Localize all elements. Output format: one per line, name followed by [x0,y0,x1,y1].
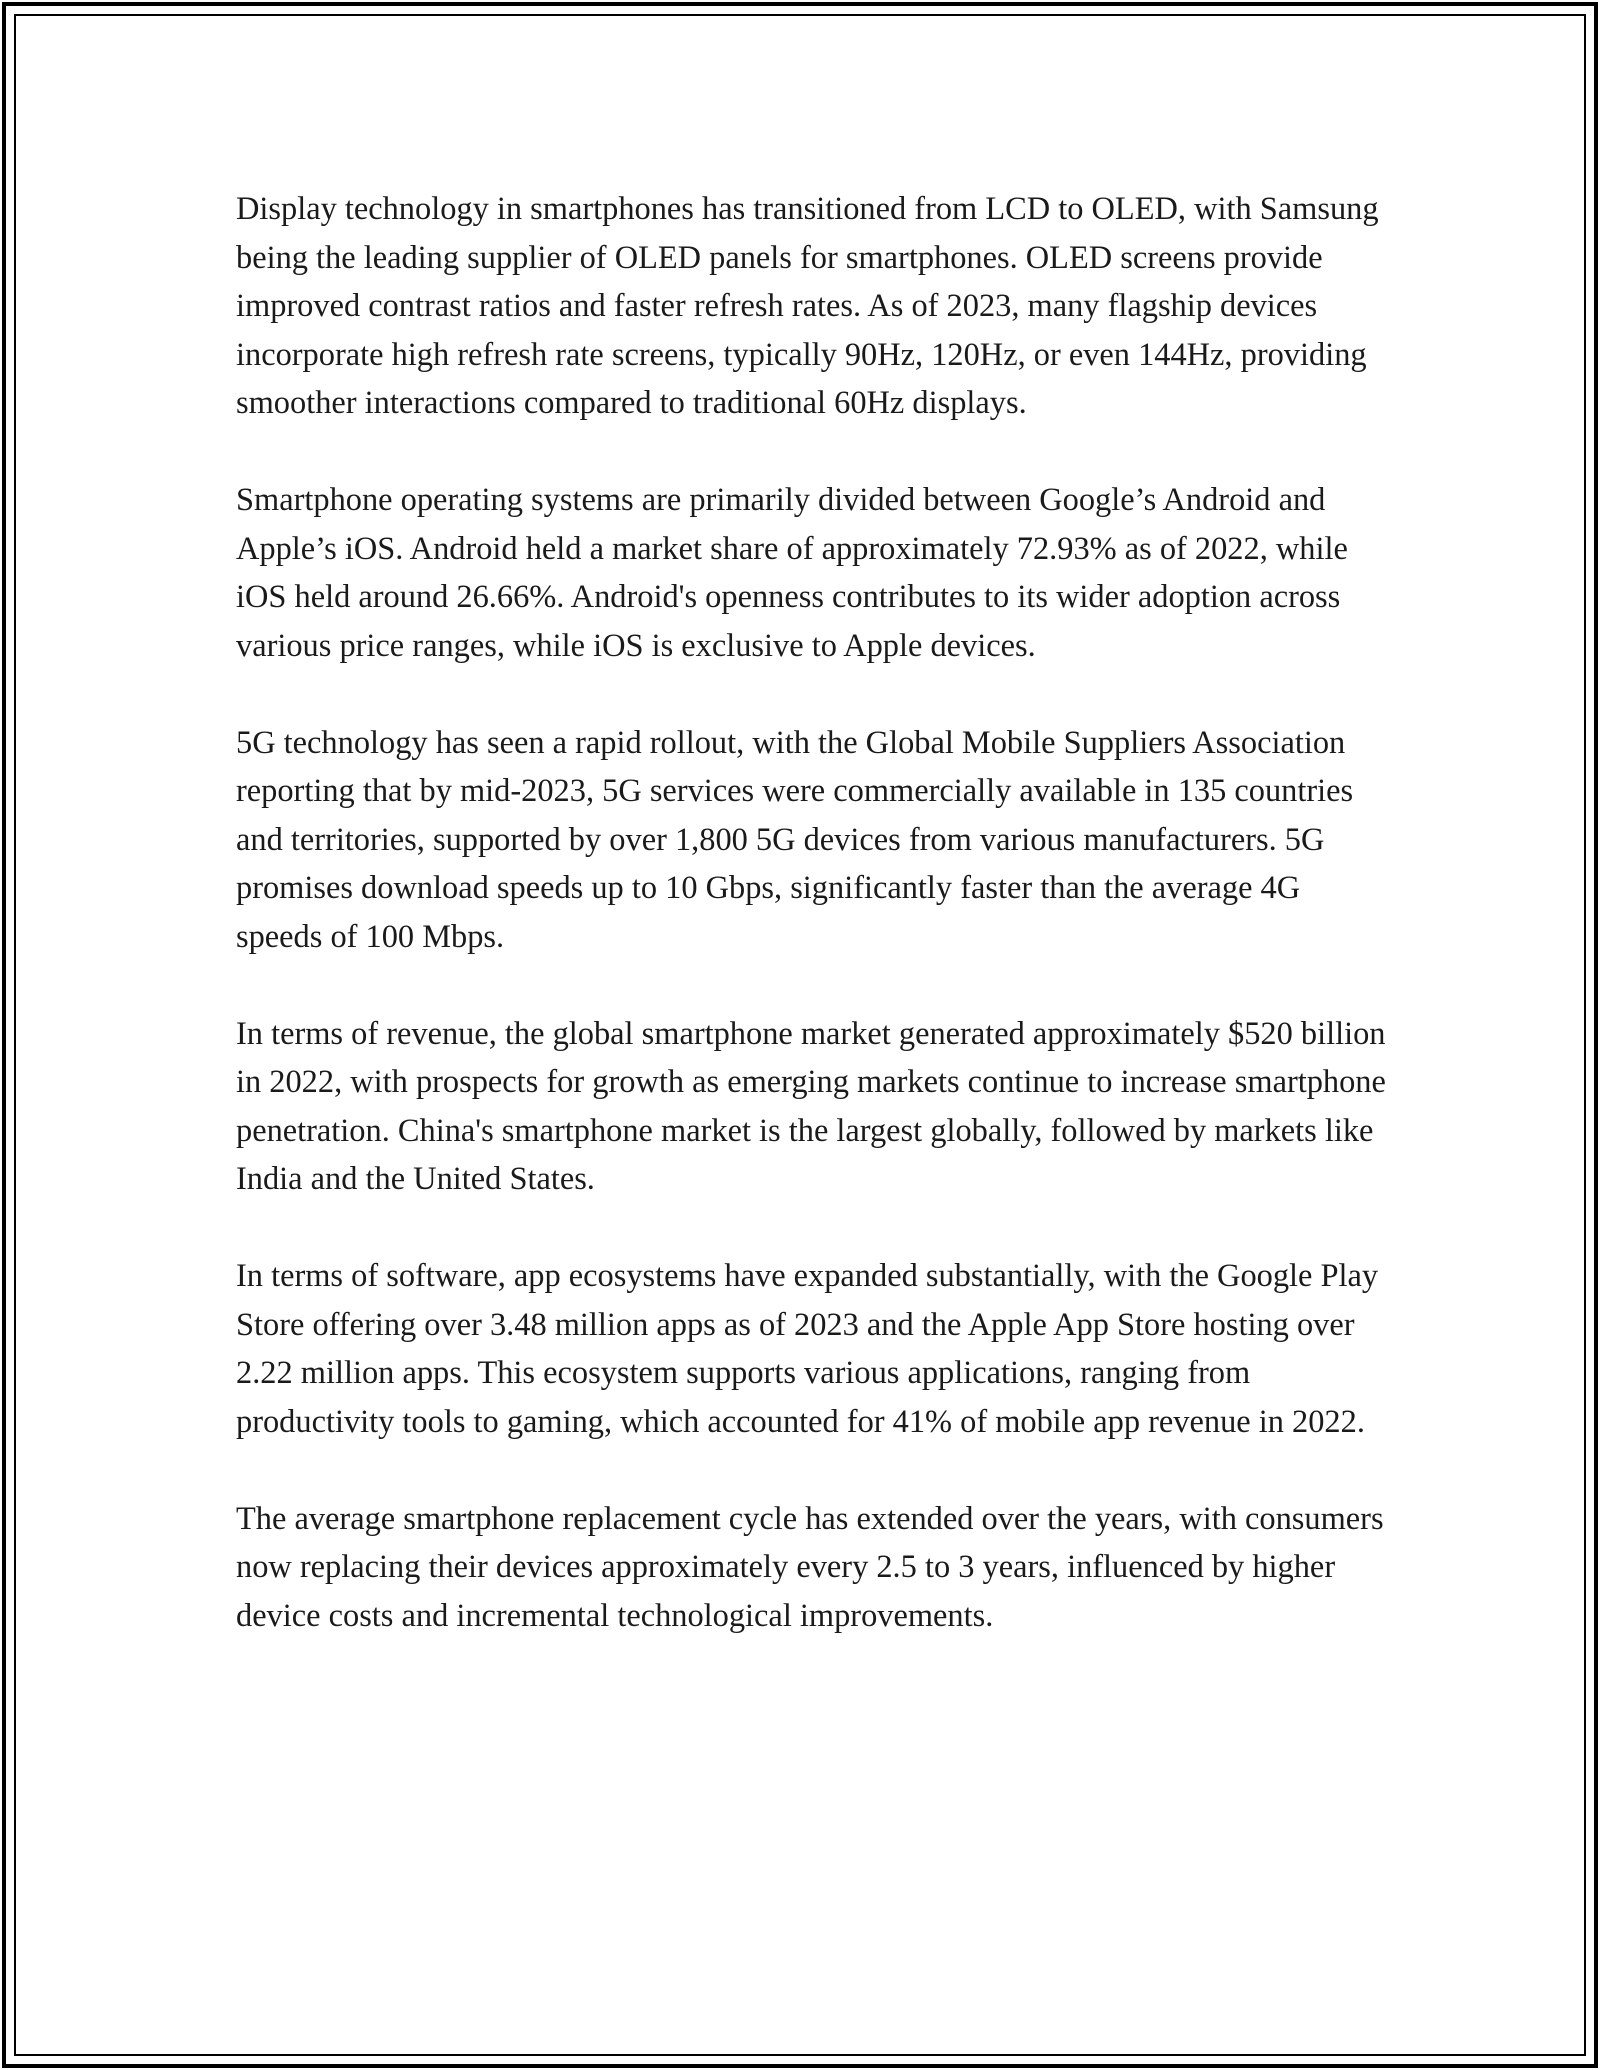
paragraph-operating-systems: Smartphone operating systems are primarily divided between Google’s Android and Apple’s iOS. Android held a market share of approximately 72.93% as of 2022, while iOS held around 26.66%. Android's openness contributes to its wider adoption across various price ranges, while iOS is exclusive to Apple devices. [236,482,1348,664]
paragraph-display-technology: Display technology in smartphones has transitioned from LCD to OLED, with Samsung being the leading supplier of OLED panels for smartphones. OLED screens provide improved contrast ratios and faster refresh rates. As of 2023, many flagship devices incorporate high refresh rate screens, typically 90Hz, 120Hz, or even 144Hz, providing smoother interactions compared to traditional 60Hz displays. [236,191,1379,421]
paragraph-replacement-cycle: The average smartphone replacement cycle has extended over the years, with consumers now replacing their devices approximately every 2.5 to 3 years, influenced by higher device costs and incremental technological improvements. [236,1500,1384,1634]
paragraph-app-ecosystems: In terms of software, app ecosystems have expanded substantially, with the Google Play Store offering over 3.48 million apps as of 2023 and the Apple App Store hosting over 2.22 million apps. This ecosystem supports various applications, ranging from productivity tools to gaming, which accounted for 41% of mobile app revenue in 2022. [236,1258,1379,1440]
paragraph-5g-technology: 5G technology has seen a rapid rollout, with the Global Mobile Suppliers Association reporting that by mid-2023, 5G services were commercially available in 135 countries and territories, supported by over 1,800 5G devices from various manufacturers. 5G promises download speeds up to 10 Gbps, significantly faster than the average 4G speeds of 100 Mbps. [236,724,1354,955]
document-body [236,185,1386,1689]
paragraph-revenue: In terms of revenue, the global smartphone market generated approximately $520 billion in 2022, with prospects for growth as emerging markets continue to increase smartphone penetration. China's smartphone market is the largest globally, followed by markets like India and the United States. [236,1015,1386,1197]
